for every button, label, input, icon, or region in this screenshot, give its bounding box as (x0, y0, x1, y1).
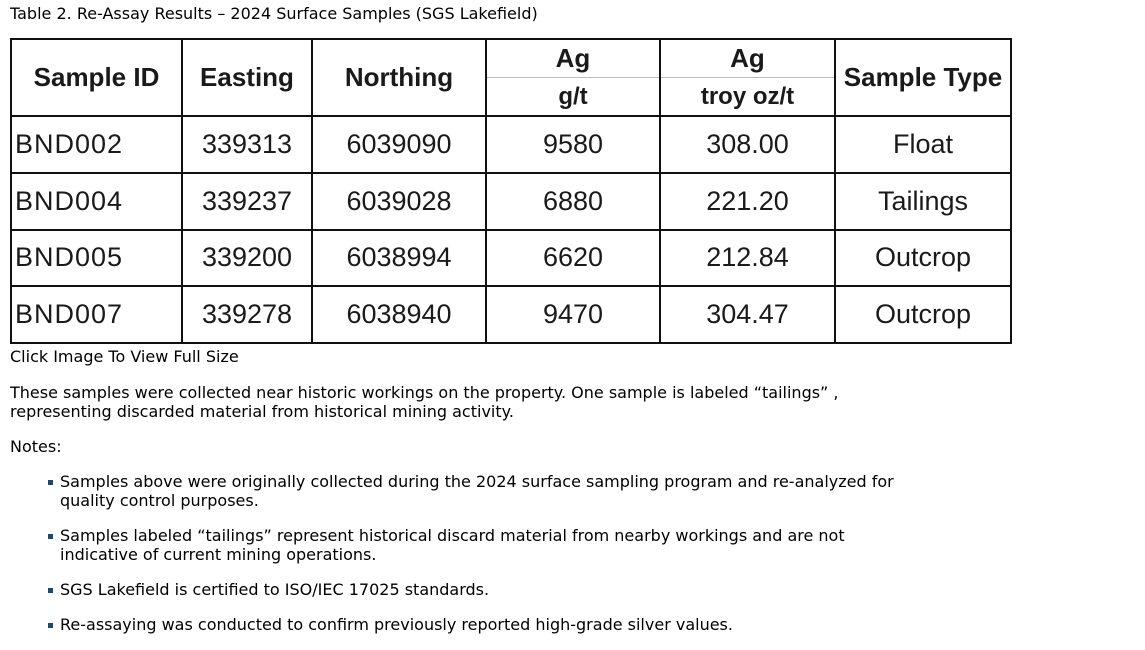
cell-sample-type: Float (835, 116, 1011, 173)
assay-table-image[interactable] (10, 38, 1010, 344)
cell-ag-oz: 221.20 (660, 173, 835, 230)
table-row (11, 173, 1011, 230)
cell-sample-type: Outcrop (835, 230, 1011, 287)
square-bullet-icon (48, 588, 53, 593)
list-item (44, 580, 924, 599)
cell-easting: 339313 (182, 116, 312, 173)
cell-sample-id: BND007 (11, 286, 182, 343)
square-bullet-icon (48, 480, 53, 485)
header-ag-oz (660, 39, 835, 116)
header-sample-id: Sample ID (11, 39, 182, 116)
list-item (44, 472, 924, 510)
cell-northing: 6039028 (312, 173, 486, 230)
square-bullet-icon (48, 623, 53, 628)
cell-easting: 339237 (182, 173, 312, 230)
cell-easting: 339278 (182, 286, 312, 343)
note-text: Samples labeled “tailings” represent historical discard material from nearby workings and are not indicative of current mining operations. (60, 526, 845, 564)
cell-sample-type: Outcrop (835, 286, 1011, 343)
cell-ag-oz: 308.00 (660, 116, 835, 173)
cell-ag-gt: 6620 (486, 230, 660, 287)
cell-sample-id: BND005 (11, 230, 182, 287)
header-ag-oz-label: Ag (661, 40, 834, 78)
list-item (44, 615, 924, 634)
notes-label: Notes: (10, 437, 62, 456)
assay-table (10, 38, 1012, 344)
cell-ag-gt: 6880 (486, 173, 660, 230)
note-text: Re-assaying was conducted to confirm previously reported high-grade silver values. (60, 615, 733, 634)
table-caption: Table 2. Re-Assay Results – 2024 Surface Samples (SGS Lakefield) (10, 4, 538, 23)
note-text: Samples above were originally collected during the 2024 surface sampling program and re-analyzed for quality control purposes. (60, 472, 894, 510)
notes-list (44, 472, 924, 650)
cell-northing: 6038940 (312, 286, 486, 343)
header-ag-oz-unit: troy oz/t (700, 82, 795, 110)
header-row (11, 39, 1011, 116)
note-text: SGS Lakefield is certified to ISO/IEC 17025 standards. (60, 580, 490, 599)
table-row (11, 116, 1011, 173)
cell-northing: 6038994 (312, 230, 486, 287)
cell-ag-gt: 9470 (486, 286, 660, 343)
cell-sample-type: Tailings (835, 173, 1011, 230)
cell-ag-oz: 304.47 (660, 286, 835, 343)
cell-sample-id: BND002 (11, 116, 182, 173)
cell-northing: 6039090 (312, 116, 486, 173)
table-row (11, 230, 1011, 287)
cell-sample-id: BND004 (11, 173, 182, 230)
description-paragraph: These samples were collected near historic workings on the property. One sample is labeled “tailings” , representing discarded material from historical mining activity. (10, 383, 839, 421)
list-item (44, 526, 924, 564)
cell-easting: 339200 (182, 230, 312, 287)
header-sample-type: Sample Type (835, 39, 1011, 116)
header-easting: Easting (182, 39, 312, 116)
header-ag-gt-label: Ag (487, 40, 659, 78)
header-northing: Northing (312, 39, 486, 116)
cell-ag-gt: 9580 (486, 116, 660, 173)
header-ag-gt (486, 39, 660, 116)
cell-ag-oz: 212.84 (660, 230, 835, 287)
table-row (11, 286, 1011, 343)
header-ag-gt-unit: g/t (558, 82, 588, 110)
square-bullet-icon (48, 534, 53, 539)
click-to-view-note: Click Image To View Full Size (10, 347, 239, 366)
